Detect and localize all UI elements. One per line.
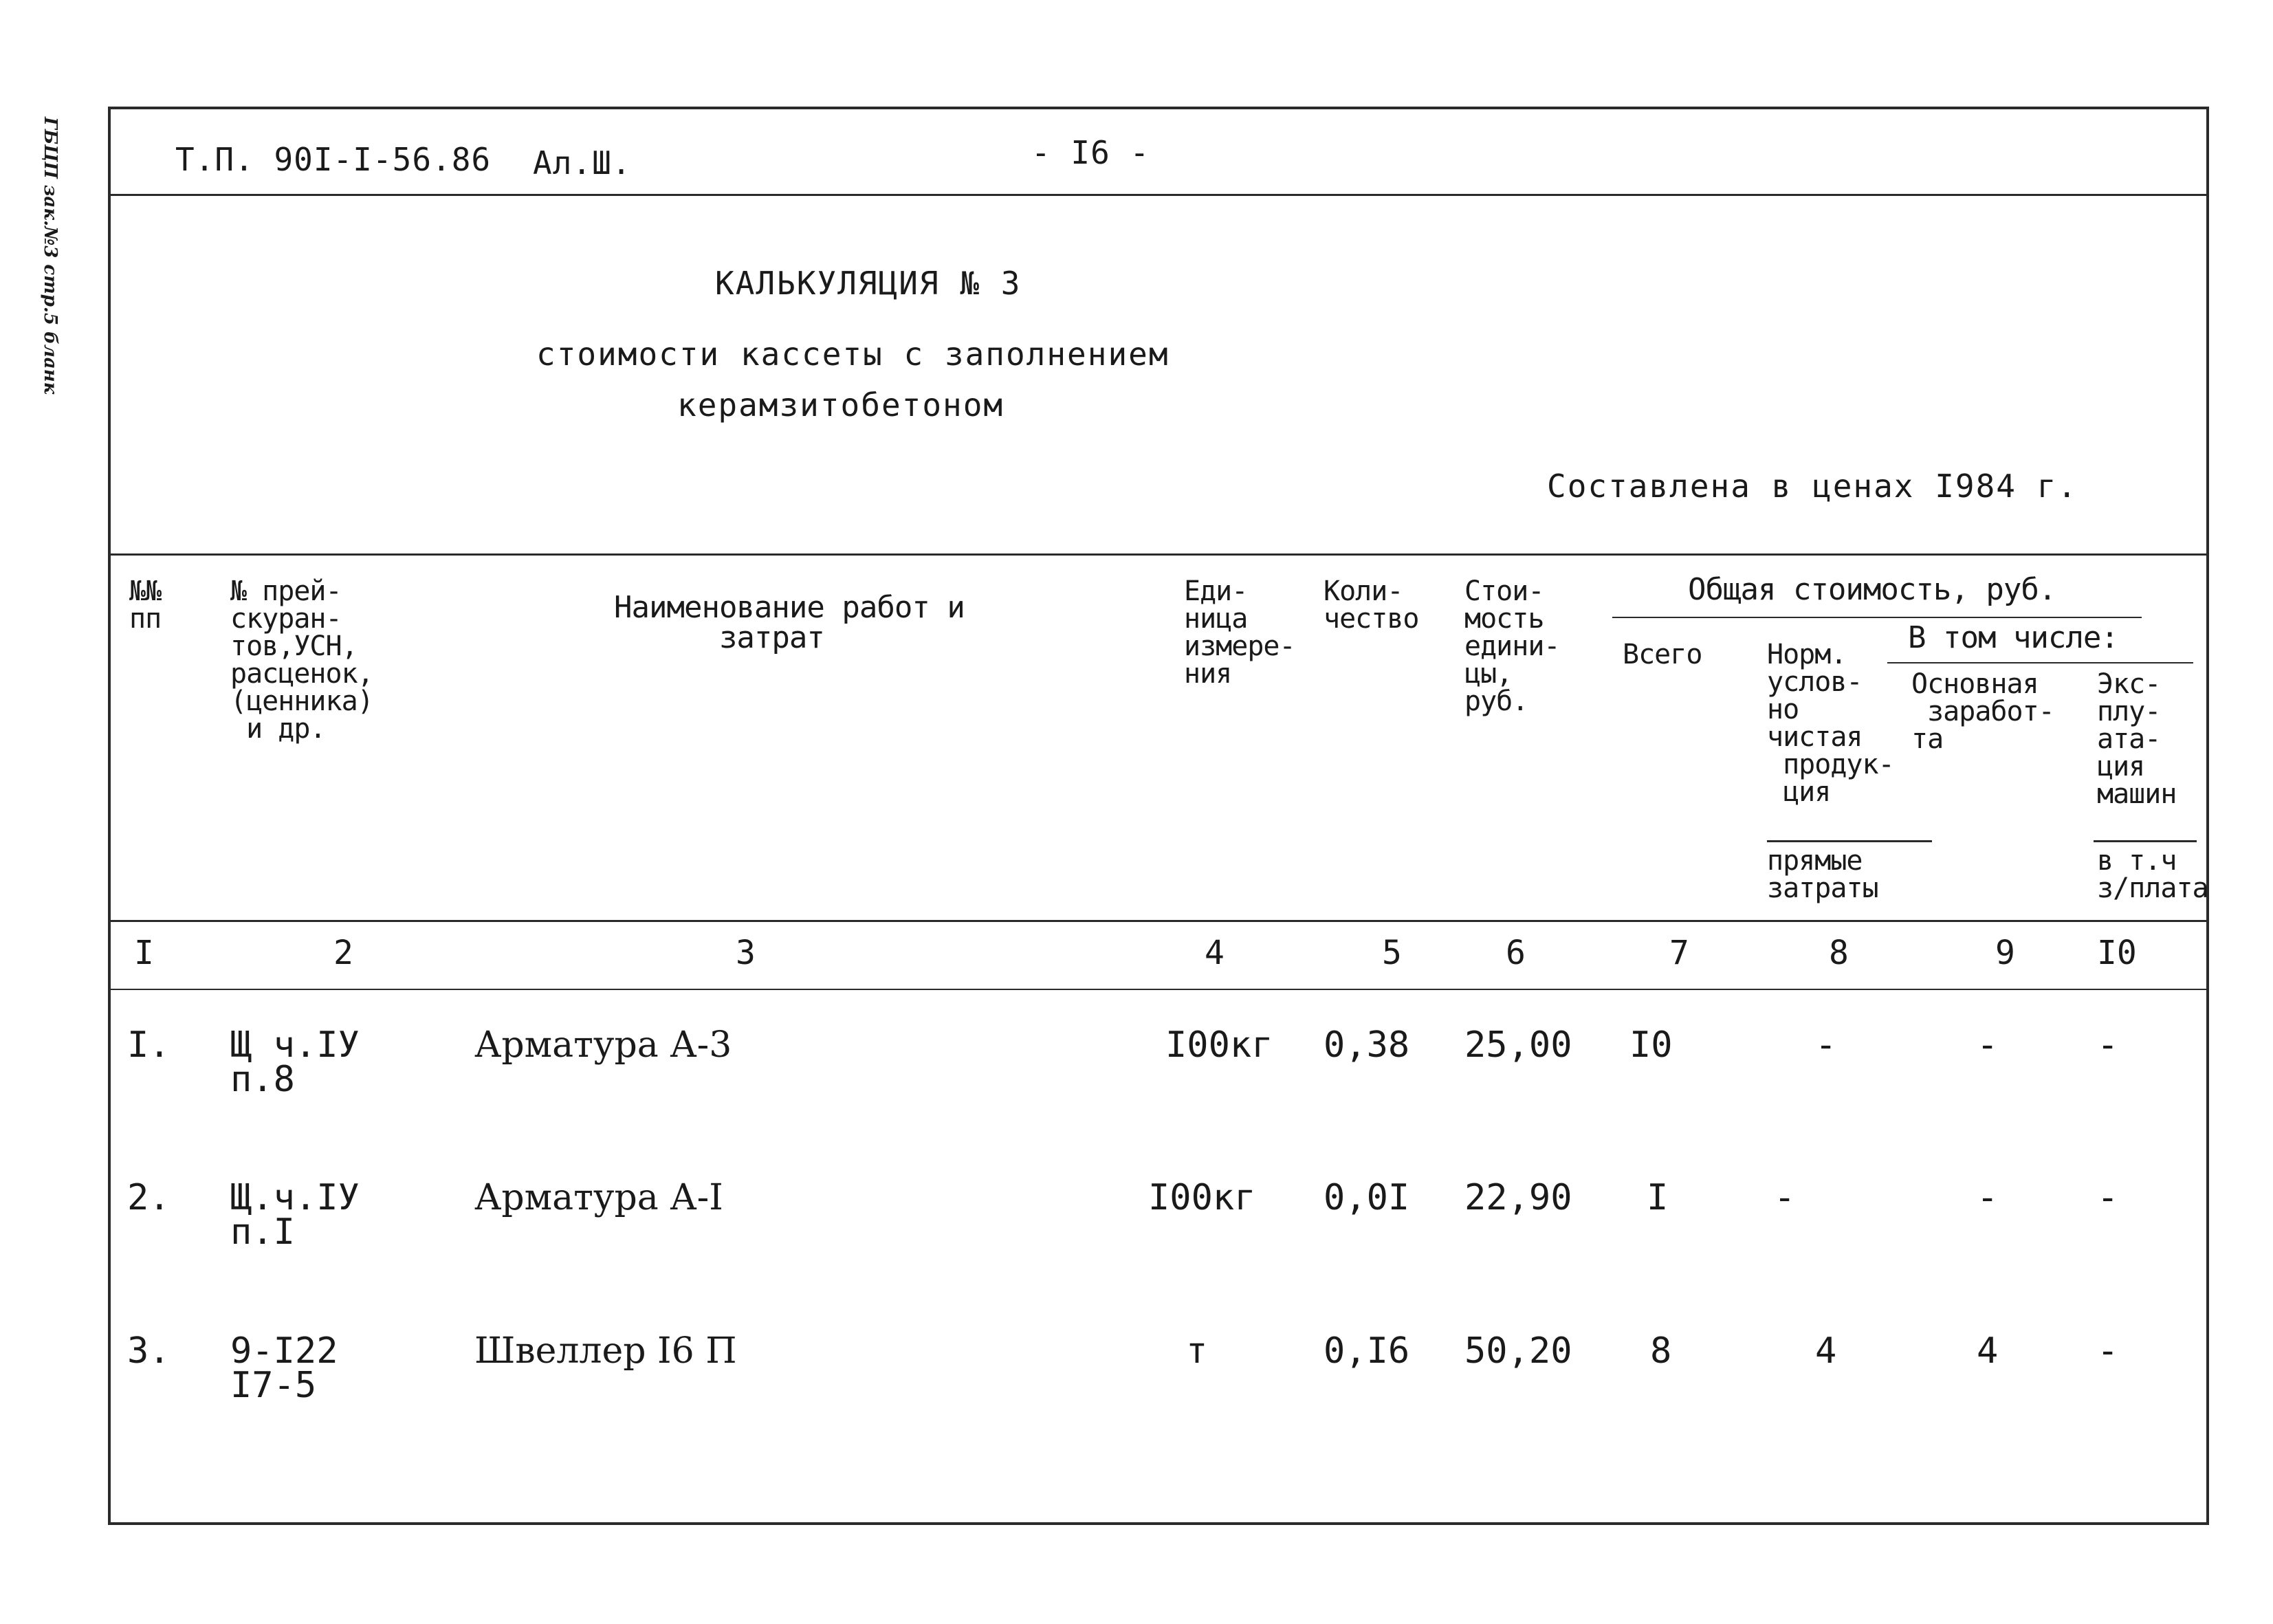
row-total: I bbox=[1647, 1177, 1669, 1218]
col-header-machine-operation: Экс- плу- ата- ция машин bbox=[2097, 668, 2177, 810]
col-header-number: №№ пп bbox=[129, 575, 162, 635]
col-header-unit-cost: Стои- мость едини- цы, руб. bbox=[1464, 575, 1560, 717]
net-product-divider bbox=[1767, 840, 1932, 842]
row-unit: т bbox=[1186, 1330, 1208, 1372]
page-frame bbox=[108, 107, 2209, 1525]
row-reference-line2: I7-5 bbox=[230, 1365, 317, 1406]
calculation-subject-line2: керамзитобетоном bbox=[677, 386, 1004, 424]
col-number-1: I bbox=[134, 934, 154, 972]
col-number-8: 8 bbox=[1829, 934, 1849, 972]
calculation-heading: КАЛЬКУЛЯЦИЯ № 3 bbox=[715, 265, 1022, 302]
column-numbers-bottom-line bbox=[108, 989, 2209, 990]
row-unit-cost: 50,20 bbox=[1464, 1330, 1572, 1372]
row-net-product: - bbox=[1815, 1024, 1837, 1066]
col-number-9: 9 bbox=[1995, 934, 2015, 972]
row-reference-line2: п.I bbox=[230, 1211, 295, 1253]
col-number-10: I0 bbox=[2097, 934, 2137, 972]
row-number: 3. bbox=[127, 1330, 171, 1372]
row-unit: I00кг bbox=[1148, 1177, 1256, 1218]
col-number-5: 5 bbox=[1382, 934, 1402, 972]
col-header-unit: Еди- ница измере- ния bbox=[1184, 575, 1295, 690]
col-header-total-cost-group: Общая стоимость, руб. bbox=[1688, 572, 2056, 607]
row-quantity: 0,I6 bbox=[1324, 1330, 1410, 1372]
header-bottom-line bbox=[108, 920, 2209, 922]
col-header-total: Всего bbox=[1623, 639, 1702, 670]
row-number: I. bbox=[127, 1024, 171, 1066]
row-reference-line1: Щ ч.IУ bbox=[230, 1024, 360, 1066]
row-quantity: 0,38 bbox=[1324, 1024, 1410, 1066]
col-header-quantity: Коли- чество bbox=[1324, 575, 1419, 635]
col-number-7: 7 bbox=[1669, 934, 1689, 972]
col-number-2: 2 bbox=[333, 934, 353, 972]
row-machine-operation: - bbox=[2097, 1330, 2119, 1372]
row-base-wage: 4 bbox=[1977, 1330, 1999, 1372]
col-number-4: 4 bbox=[1205, 934, 1225, 972]
row-base-wage: - bbox=[1977, 1177, 1999, 1218]
row-reference-line2: п.8 bbox=[230, 1059, 295, 1100]
table-top-line bbox=[108, 553, 2209, 556]
including-group-underline bbox=[1887, 662, 2193, 663]
row-total: 8 bbox=[1650, 1330, 1672, 1372]
col-header-including-group: В том числе: bbox=[1908, 620, 2118, 655]
col-header-base-wage: Основная заработ- та bbox=[1911, 668, 2054, 755]
total-group-underline bbox=[1612, 617, 2142, 618]
album-number: Ал.Ш. bbox=[533, 144, 632, 182]
compiled-prices-note: Составлена в ценах I984 г. bbox=[1547, 468, 2078, 505]
row-machine-operation: - bbox=[2097, 1024, 2119, 1066]
row-machine-operation: - bbox=[2097, 1177, 2119, 1218]
row-work-name: Арматура А-3 bbox=[474, 1024, 732, 1066]
machine-operation-divider bbox=[2094, 840, 2197, 842]
document-code: Т.П. 90I-I-56.86 bbox=[175, 141, 492, 178]
row-unit-cost: 25,00 bbox=[1464, 1024, 1572, 1066]
calculation-subject-line1: стоимости кассеты с заполнением bbox=[536, 336, 1170, 373]
row-unit-cost: 22,90 bbox=[1464, 1177, 1572, 1218]
row-number: 2. bbox=[127, 1177, 171, 1218]
row-reference-line1: Щ.ч.IУ bbox=[230, 1177, 360, 1218]
row-work-name: Арматура А-I bbox=[474, 1177, 723, 1218]
row-base-wage: - bbox=[1977, 1024, 1999, 1066]
row-quantity: 0,0I bbox=[1324, 1177, 1410, 1218]
row-net-product: 4 bbox=[1815, 1330, 1837, 1372]
col-number-6: 6 bbox=[1506, 934, 1526, 972]
row-work-name: Швеллер I6 П bbox=[474, 1330, 737, 1372]
row-net-product: - bbox=[1774, 1177, 1796, 1218]
col-header-net-product: Норм. услов- но чистая продук- ция bbox=[1767, 639, 1894, 808]
col-number-3: 3 bbox=[736, 934, 756, 972]
header-divider bbox=[108, 194, 2209, 196]
side-stamp-note: ГБЦП зак.№3 стр.5 бланк bbox=[40, 117, 61, 395]
col-header-price-list: № прей- скуран- тов,УСН, расценок, (ценника) и др. bbox=[230, 575, 373, 745]
row-reference-line1: 9-I22 bbox=[230, 1330, 338, 1372]
col-header-incl-wages: в т.ч з/плата bbox=[2097, 845, 2208, 904]
col-header-direct-costs: прямые затраты bbox=[1767, 845, 1878, 904]
col-header-work-name: Наименование работ и затрат bbox=[614, 590, 965, 655]
page-number: - I6 - bbox=[1031, 134, 1150, 171]
row-total: I0 bbox=[1629, 1024, 1673, 1066]
row-unit: I00кг bbox=[1165, 1024, 1273, 1066]
